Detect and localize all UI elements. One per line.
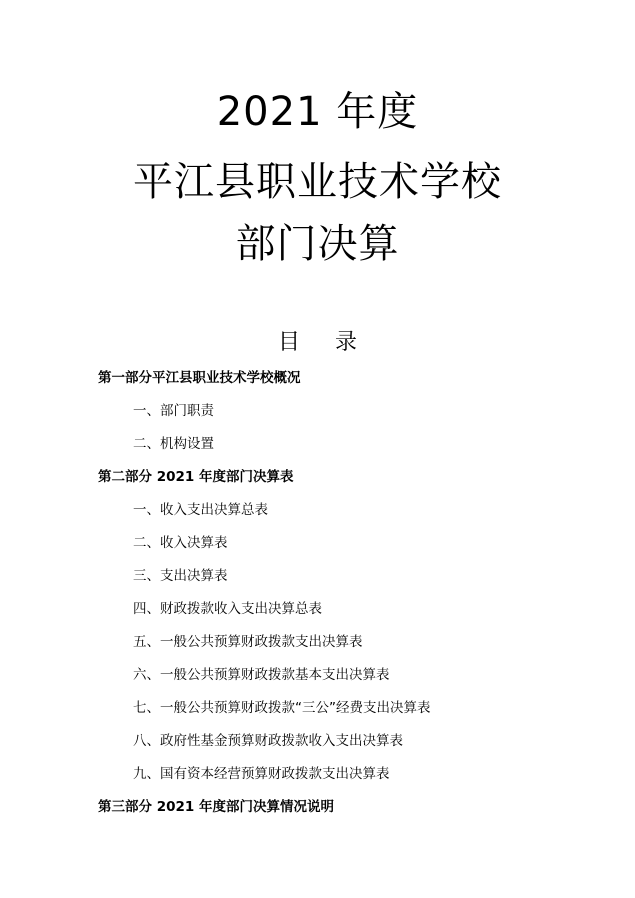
cover-document-title: 部门决算: [235, 221, 400, 267]
toc-item: 三、支出决算表: [133, 568, 228, 584]
toc-item: 四、财政拨款收入支出决算总表: [133, 601, 322, 617]
toc-item: 一、部门职责: [133, 403, 214, 419]
toc-heading: 目 录: [278, 330, 371, 355]
toc-item: 五、一般公共预算财政拨款支出决算表: [133, 634, 363, 650]
toc-item: 九、国有资本经营预算财政拨款支出决算表: [133, 766, 390, 782]
toc-item: 二、收入决算表: [133, 535, 228, 551]
toc-part-3-title: 第三部分 2021 年度部门决算情况说明: [98, 799, 334, 815]
toc-item: 八、政府性基金预算财政拨款收入支出决算表: [133, 733, 403, 749]
toc-item: 一、收入支出决算总表: [133, 502, 268, 518]
toc-item: 二、机构设置: [133, 436, 214, 452]
toc-part-1-title: 第一部分平江县职业技术学校概况: [98, 370, 301, 386]
toc-item: 七、一般公共预算财政拨款“三公”经费支出决算表: [133, 700, 431, 716]
cover-organization-title: 平江县职业技术学校: [133, 159, 502, 205]
cover-year-title: 2021 年度: [216, 89, 419, 135]
toc-item: 六、一般公共预算财政拨款基本支出决算表: [133, 667, 390, 683]
toc-part-2-title: 第二部分 2021 年度部门决算表: [98, 469, 294, 485]
